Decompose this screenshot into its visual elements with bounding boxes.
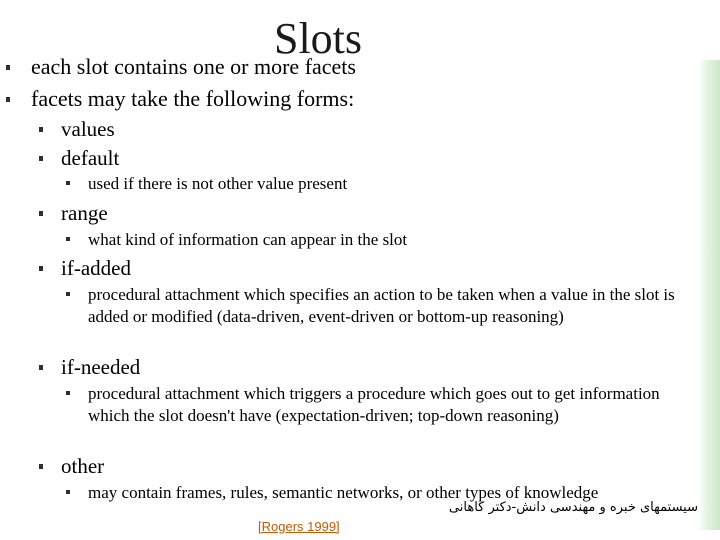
sub-bullet-text: other: [61, 454, 105, 478]
bullet-marker-icon: [66, 490, 70, 494]
slide-title: Slots: [273, 14, 363, 63]
bullet-marker-icon: [66, 292, 70, 296]
bullet-text: each slot contains one or more facets: [31, 54, 356, 79]
bullet-marker-icon: [39, 127, 43, 132]
bullet-marker-icon: [39, 211, 43, 216]
bullet-marker-icon: [66, 237, 70, 241]
bullet-marker-icon: [66, 181, 70, 185]
detail-bullet-text: procedural attachment which triggers a procedure which goes out to get information which the slot doesn't have (expectation-driven; top-down reasoning): [88, 384, 660, 425]
sub-bullet-text: range: [61, 201, 108, 225]
bullet-marker-icon: [6, 97, 10, 102]
bullet-marker-icon: [6, 65, 10, 70]
sub-bullet-text: if-needed: [61, 355, 141, 379]
decorative-side-band: [698, 60, 720, 530]
sub-bullet-text: default: [61, 146, 120, 170]
sub-bullet-text: if-added: [61, 256, 131, 280]
bullet-marker-icon: [39, 464, 43, 469]
bullet-marker-icon: [39, 266, 43, 271]
bullet-text: facets may take the following forms:: [31, 86, 355, 111]
bullet-marker-icon: [39, 365, 43, 370]
reference-link[interactable]: [Rogers 1999]: [258, 519, 340, 534]
bullet-marker-icon: [39, 156, 43, 161]
bullet-marker-icon: [66, 391, 70, 395]
detail-bullet-text: may contain frames, rules, semantic networks, or other types of knowledge: [88, 483, 599, 502]
detail-bullet-text: used if there is not other value present: [88, 174, 348, 193]
footer-course-title: سیستمهای خبره و مهندسی دانش-دکتر کاهانی: [448, 500, 698, 515]
detail-bullet-text: what kind of information can appear in the slot: [88, 230, 408, 249]
sub-bullet-text: values: [61, 117, 115, 141]
detail-bullet-text: procedural attachment which specifies an action to be taken when a value in the slot is added or modified (data-driven, event-driven or bottom-up reasoning): [88, 285, 675, 326]
